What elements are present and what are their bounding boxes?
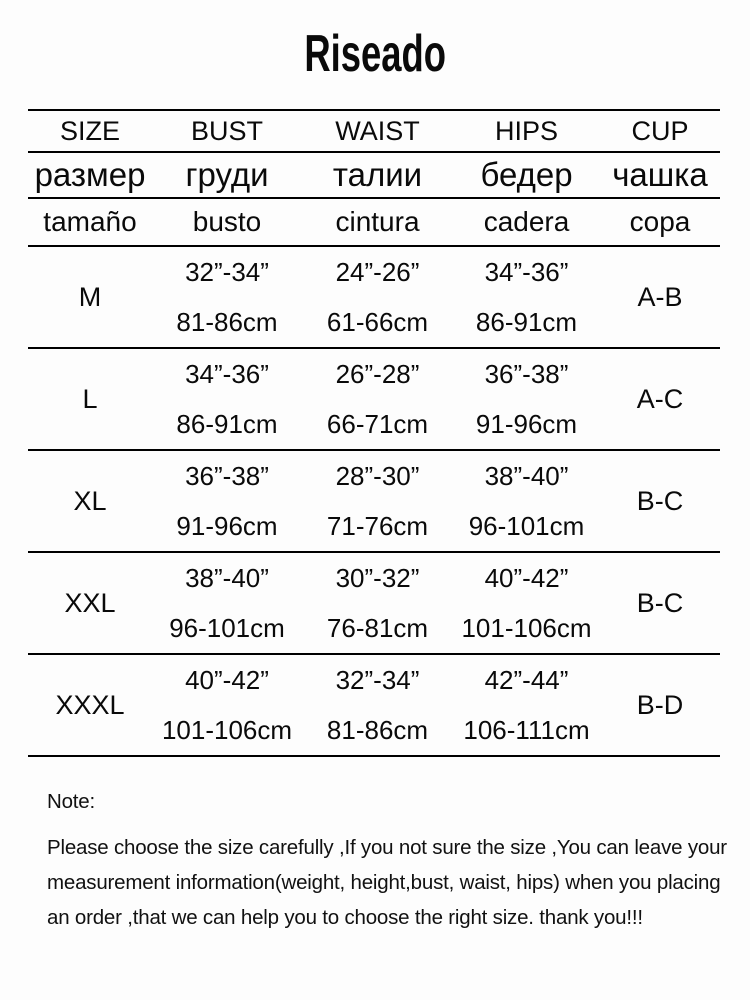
waist-inches: 30”-32” [335, 563, 420, 593]
waist-cm: 81-86cm [326, 715, 429, 745]
bust-cell [152, 553, 302, 653]
size-label: XXXL [55, 689, 125, 720]
waist-inches: 24”-26” [335, 257, 420, 287]
cup-label: B-D [636, 689, 684, 720]
table-row-xl [28, 451, 720, 553]
waist-cell [302, 247, 453, 347]
size-label: M [78, 281, 102, 312]
waist-cell [302, 655, 453, 755]
bust-cm: 86-91cm [176, 409, 278, 439]
header-size-en: SIZE [59, 115, 120, 146]
header-bust-en: BUST [190, 115, 263, 146]
waist-inches: 28”-30” [335, 461, 420, 491]
hips-inches: 36”-38” [484, 359, 569, 389]
brand-title [0, 25, 750, 83]
hips-cell [453, 247, 600, 347]
bust-inches: 32”-34” [185, 257, 269, 287]
size-label: XXL [64, 587, 116, 618]
hips-cm: 101-106cm [461, 613, 592, 643]
header-hips-ru: бедер [480, 156, 573, 193]
bust-cell [152, 247, 302, 347]
waist-cell [302, 553, 453, 653]
waist-cell [302, 451, 453, 551]
header-bust-es: busto [192, 206, 262, 237]
waist-cell [302, 349, 453, 449]
waist-cm: 61-66cm [326, 307, 429, 337]
table-row-m [28, 247, 720, 349]
note-line-3: an order ,that we can help you to choose the right size. thank you!!! [47, 906, 643, 929]
bust-cell [152, 451, 302, 551]
table-row-xxxl [28, 655, 720, 757]
hips-cm: 106-111cm [463, 715, 590, 745]
header-waist-ru: талии [332, 156, 423, 193]
header-cup-ru: чашка [612, 156, 708, 193]
header-waist-en: WAIST [335, 115, 420, 146]
waist-inches: 26”-28” [335, 359, 420, 389]
brand-title-text: Riseado [304, 25, 446, 83]
hips-cell [453, 655, 600, 755]
bust-cm: 91-96cm [176, 511, 278, 541]
waist-cm: 76-81cm [326, 613, 429, 643]
note-line-1: Please choose the size carefully ,If you not sure the size ,You can leave your [47, 836, 727, 859]
header-bust-ru: груди [185, 156, 269, 193]
waist-cm: 71-76cm [326, 511, 429, 541]
header-cup-en: CUP [631, 115, 689, 146]
header-size-ru: размер [34, 156, 146, 193]
waist-cm: 66-71cm [326, 409, 429, 439]
cup-label: B-C [636, 587, 684, 618]
bust-inches: 34”-36” [185, 359, 269, 389]
hips-cell [453, 349, 600, 449]
table-row-l [28, 349, 720, 451]
bust-cm: 81-86cm [176, 307, 278, 337]
hips-inches: 38”-40” [484, 461, 569, 491]
header-hips-es: cadera [483, 206, 570, 237]
hips-inches: 42”-44” [484, 665, 569, 695]
table-row-xxl [28, 553, 720, 655]
size-chart-table [28, 109, 720, 757]
header-cup-es: copa [629, 206, 691, 237]
note-label: Note: [47, 790, 95, 813]
cup-label: A-C [636, 383, 684, 414]
hips-inches: 40”-42” [484, 563, 569, 593]
cup-label: B-C [636, 485, 684, 516]
header-hips-en: HIPS [494, 115, 559, 146]
size-label: XL [73, 485, 107, 516]
bust-inches: 38”-40” [185, 563, 269, 593]
bust-cell [152, 349, 302, 449]
note-line-2: measurement information(weight, height,bust, waist, hips) when you placing [47, 871, 721, 894]
hips-cm: 86-91cm [475, 307, 578, 337]
hips-inches: 34”-36” [484, 257, 569, 287]
header-row-english [28, 111, 720, 153]
size-label: L [82, 383, 98, 414]
hips-cm: 91-96cm [475, 409, 578, 439]
cup-label: A-B [637, 281, 683, 312]
bust-cell [152, 655, 302, 755]
hips-cm: 96-101cm [468, 511, 585, 541]
waist-inches: 32”-34” [335, 665, 420, 695]
bust-cm: 101-106cm [161, 715, 293, 745]
header-waist-es: cintura [335, 206, 420, 237]
note-section [47, 790, 727, 935]
hips-cell [453, 451, 600, 551]
header-row-spanish [28, 199, 720, 247]
bust-cm: 96-101cm [169, 613, 285, 643]
header-size-es: tamaño [43, 206, 137, 237]
header-row-russian [28, 153, 720, 199]
hips-cell [453, 553, 600, 653]
bust-inches: 36”-38” [185, 461, 269, 491]
bust-inches: 40”-42” [185, 665, 269, 695]
